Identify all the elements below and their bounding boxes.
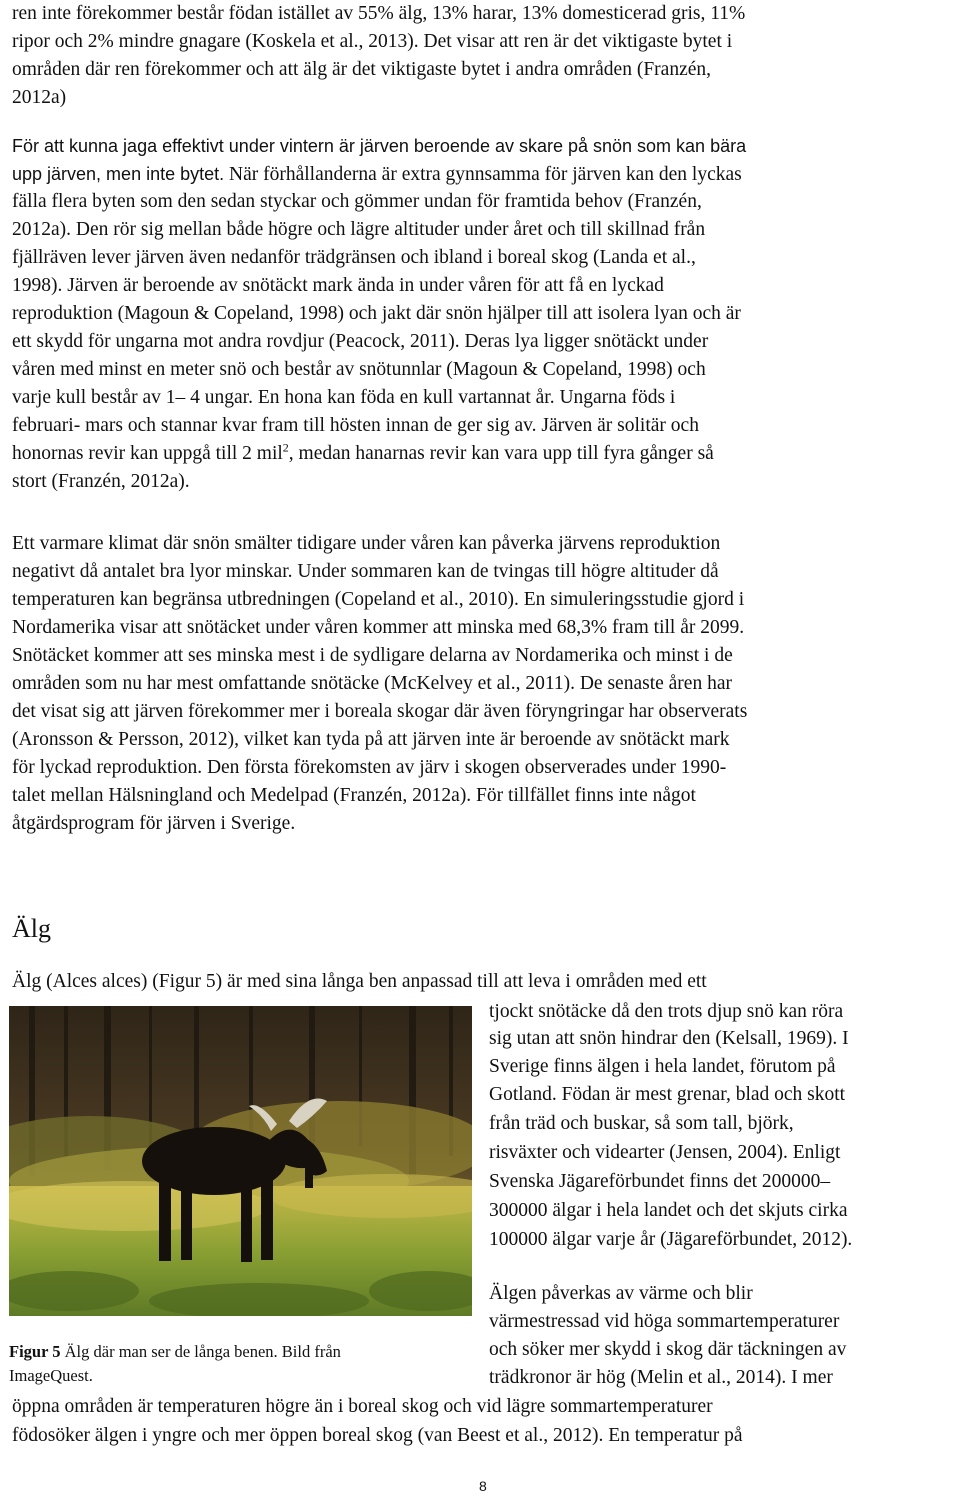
text-line: Älgen påverkas av värme och blir	[489, 1283, 753, 1304]
text-line: Sverige finns älgen i hela landet, förutom på	[489, 1056, 836, 1077]
text-line: ren inte förekommer består födan istället av 55% älg, 13% harar, 13% domesticerad gris, 11%	[12, 3, 746, 24]
text-line: fjällräven lever järven även nedanför trädgränsen och ibland i boreal skog (Landa et al.,	[12, 247, 696, 268]
text-line: ett skydd för ungarna mot andra rovdjur (Peacock, 2011). Deras lya ligger snötäckt under	[12, 331, 709, 352]
text-line: För att kunna jaga effektivt under vintern är järven beroende av skare på snön som kan bära	[12, 136, 747, 156]
text-line: talet mellan Hälsningland och Medelpad (Franzén, 2012a). För tillfället finns inte något	[12, 785, 696, 806]
text-line	[12, 160, 742, 189]
text-line: födosöker älgen i yngre och mer öppen boreal skog (van Beest et al., 2012). En temperatur på	[12, 1425, 743, 1446]
figure-label: Figur 5	[9, 1342, 61, 1361]
text-line: Älg (Alces alces) (Figur 5) är med sina långa ben anpassad till att leva i områden med ett	[12, 971, 707, 992]
text-line: sig utan att snön hindrar den (Kelsall, 1969). I	[489, 1028, 849, 1049]
text-line: trädkronor är hög (Melin et al., 2014). I mer	[489, 1367, 833, 1388]
text-line: fälla flera byten som den sedan styckar och gömmer undan för framtida behov (Franzén,	[12, 191, 702, 212]
text-line: temperaturen kan begränsa utbredningen (Copeland et al., 2010). En simuleringsstudie gjord i	[12, 589, 745, 610]
caption-text: ImageQuest.	[9, 1366, 93, 1385]
caption-text: Älg där man ser de långa benen. Bild från	[60, 1342, 341, 1361]
text-line: Ett varmare klimat där snön smälter tidigare under våren kan påverka järvens reproduktion	[12, 533, 721, 554]
text-line: öppna områden är temperaturen högre än i boreal skog och vid lägre sommartemperaturer	[12, 1396, 713, 1417]
text-line: Snötäcket kommer att ses minska mest i de sydligare delarna av Nordamerika och minst i de	[12, 645, 733, 666]
text-span: upp järven, men inte bytet.	[12, 164, 225, 184]
text-line: 2012a)	[12, 87, 67, 108]
figure-caption	[9, 1340, 469, 1388]
text-line: (Aronsson & Persson, 2012), vilket kan tyda på att järven inte är beroende av snötäckt mark	[12, 729, 730, 750]
moose-photo	[9, 1006, 472, 1316]
text-line: 100000 älgar varje år (Jägareförbundet, 2012).	[489, 1229, 853, 1250]
text-line: reproduktion (Magoun & Copeland, 1998) och jakt där snön hjälper till att isolera lyan och är	[12, 303, 741, 324]
text-line: för lyckad reproduktion. Den första förekomsten av järv i skogen observerades under 1990-	[12, 757, 727, 778]
superscript: 2	[282, 440, 289, 455]
text-line: Svenska Jägareförbundet finns det 200000–	[489, 1171, 831, 1192]
moose-illustration	[9, 1006, 472, 1316]
text-line: stort (Franzén, 2012a).	[12, 471, 190, 492]
text-line: tjockt snötäcke då den trots djup snö kan röra	[489, 1001, 844, 1022]
text-line: risväxter och videarter (Jensen, 2004). Enligt	[489, 1142, 841, 1163]
text-line: ripor och 2% mindre gnagare (Koskela et al., 2013). Det visar att ren är det viktigaste bytet i	[12, 31, 733, 52]
text-line: åtgärdsprogram för järven i Sverige.	[12, 813, 296, 834]
text-line: värmestressad vid höga sommartemperaturer	[489, 1311, 840, 1332]
text-line: varje kull består av 1– 4 ungar. En hona kan föda en kull vartannat år. Ungarna föds i	[12, 387, 676, 408]
page-number: 8	[479, 1478, 487, 1494]
text-span: honornas revir kan uppgå till 2 mil	[12, 443, 283, 464]
text-line: områden där ren förekommer och att älg är det viktigaste bytet i andra områden (Franzén,	[12, 59, 712, 80]
text-line: från träd och buskar, så som tall, björk,	[489, 1113, 794, 1134]
text-line: 1998). Järven är beroende av snötäckt mark ända in under våren för att få en lyckad	[12, 275, 664, 296]
text-line: negativt då antalet bra lyor minskar. Under sommaren kan de tvingas till högre altituder då	[12, 561, 719, 582]
text-line: 2012a). Den rör sig mellan både högre och lägre altituder under året och till skillnad från	[12, 219, 706, 240]
text-line: 300000 älgar i hela landet och det skjuts cirka	[489, 1200, 848, 1221]
text-line: februari- mars och stannar kvar fram till hösten innan de ger sig av. Järven är solitär och	[12, 415, 699, 436]
text-line	[12, 440, 714, 468]
text-span: , medan hanarnas revir kan vara upp till fyra gånger så	[288, 443, 714, 464]
text-line: Nordamerika visar att snötäcket under våren kommer att minska med 68,3% fram till år 2099.	[12, 617, 745, 638]
text-line: områden som nu har mest omfattande snötäcke (McKelvey et al., 2011). De senaste åren har	[12, 673, 732, 694]
text-line: våren med minst en meter snö och består av snötunnlar (Magoun & Copeland, 1998) och	[12, 359, 706, 380]
text-line: Gotland. Födan är mest grenar, blad och skott	[489, 1084, 846, 1105]
text-span: När förhållanderna är extra gynnsamma för järven kan den lyckas	[224, 164, 742, 185]
section-heading: Älg	[12, 914, 51, 943]
text-line: det visat sig att järven förekommer mer i boreala skogar där även föryngringar har observerats	[12, 701, 748, 722]
text-line: och söker mer skydd i skog där täckningen av	[489, 1339, 847, 1360]
